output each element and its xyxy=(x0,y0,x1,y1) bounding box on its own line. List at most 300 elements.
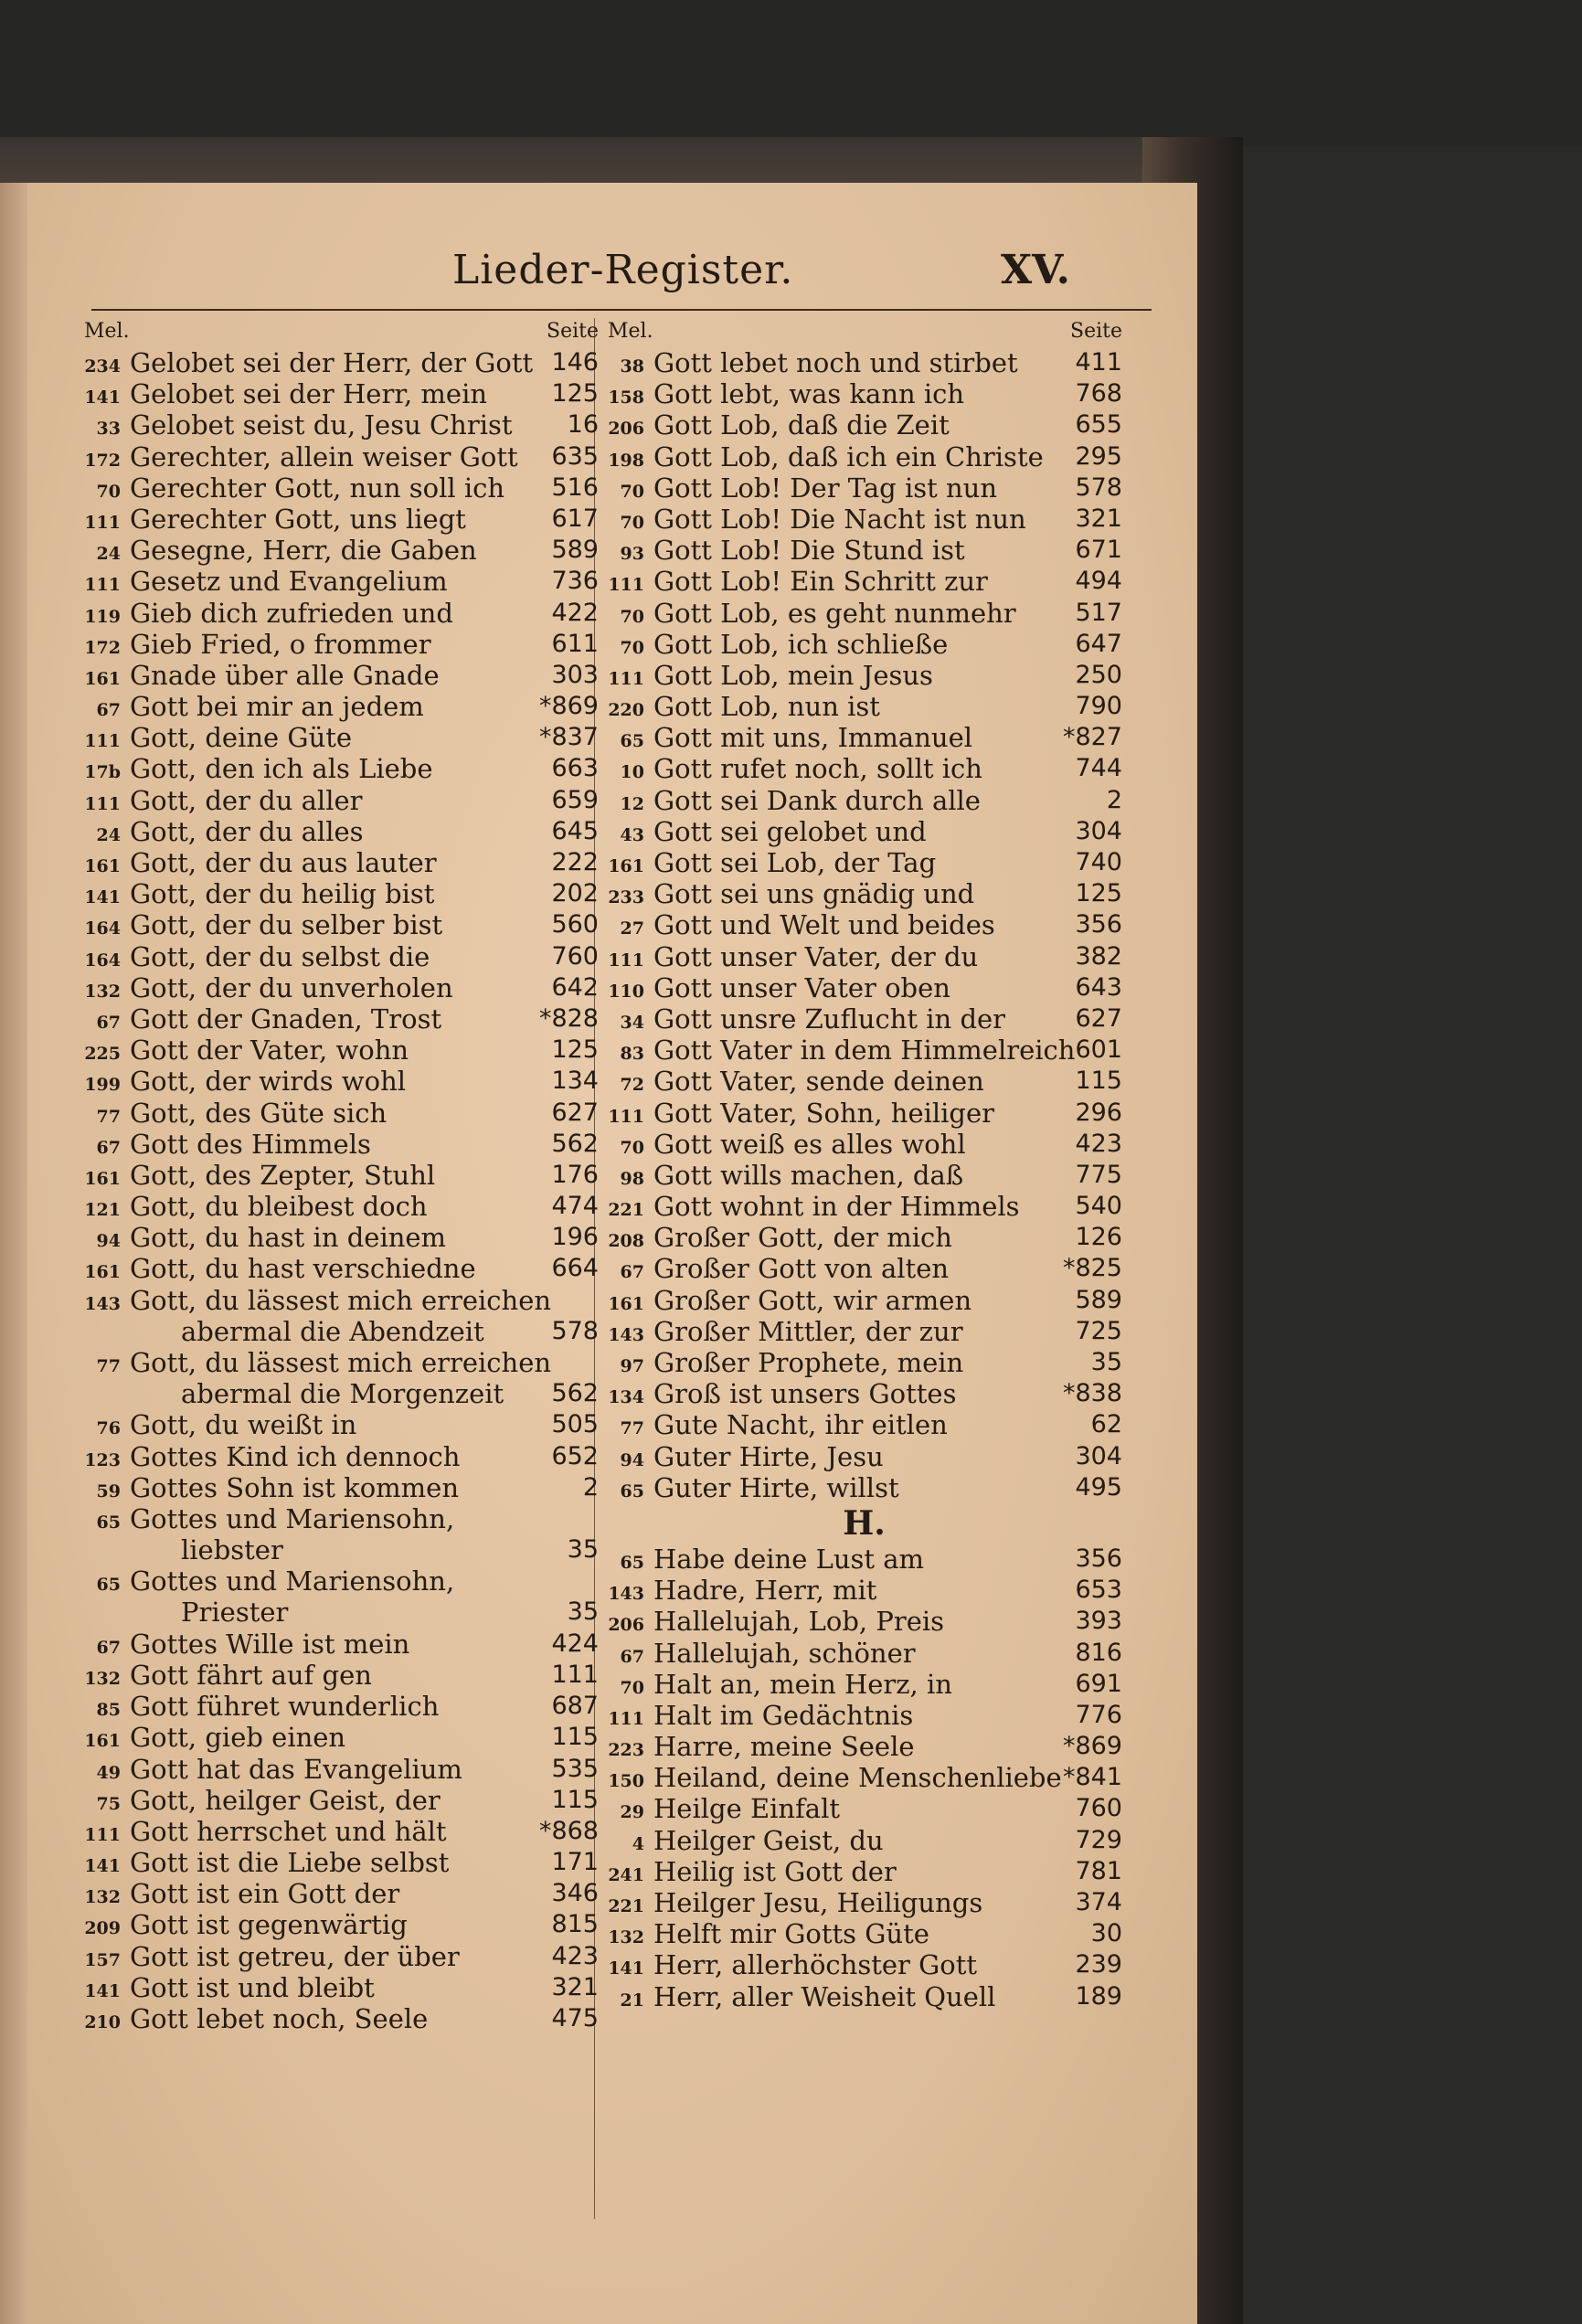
hymn-title: Gott ist ein Gott der xyxy=(130,1878,400,1910)
melody-number: 209 xyxy=(84,1918,121,1939)
right-column xyxy=(606,318,1122,2012)
hymn-title: Herr, allerhöchster Gott xyxy=(653,1949,978,1981)
register-entry xyxy=(606,441,1122,472)
page-reference: 35 xyxy=(1090,1348,1122,1376)
melody-number: 97 xyxy=(620,1356,644,1376)
register-entry xyxy=(82,1909,599,1940)
melody-number: 111 xyxy=(608,1106,644,1127)
hymn-title-continuation: liebster xyxy=(181,1533,283,1565)
section-letter-h: H. xyxy=(843,1503,886,1543)
register-entry xyxy=(606,691,1122,722)
melody-number: 132 xyxy=(84,981,121,1002)
hymn-title: Gott, den ich als Liebe xyxy=(130,753,433,785)
melody-number: 76 xyxy=(96,1418,121,1439)
melody-number: 161 xyxy=(608,1293,644,1314)
page-reference: 382 xyxy=(1075,941,1122,971)
page-reference: 775 xyxy=(1075,1160,1122,1189)
register-entry xyxy=(606,1066,1122,1097)
register-entry xyxy=(82,1722,599,1753)
hymn-title: Hallelujah, Lob, Preis xyxy=(653,1606,945,1638)
melody-number: 221 xyxy=(608,1200,644,1221)
hymn-title: Gott wills machen, daß xyxy=(653,1159,964,1191)
register-entry xyxy=(606,1638,1122,1669)
register-entry xyxy=(606,1378,1122,1409)
register-entry xyxy=(82,1785,599,1816)
melody-number: 67 xyxy=(96,1137,121,1158)
page-reference: 346 xyxy=(551,1879,599,1908)
hymn-title: Gott weiß es alles wohl xyxy=(653,1128,966,1160)
melody-number: 206 xyxy=(608,1615,644,1636)
hymn-title: Gott, des Güte sich xyxy=(130,1097,388,1129)
melody-number: 234 xyxy=(84,356,121,377)
page-reference: 495 xyxy=(1075,1472,1122,1502)
register-entry xyxy=(606,847,1122,878)
register-entry xyxy=(606,1700,1122,1731)
register-entry xyxy=(606,1887,1122,1918)
page-reference: 611 xyxy=(551,629,599,658)
page-reference: 494 xyxy=(1075,567,1122,596)
melody-number: 132 xyxy=(84,1887,121,1908)
melody-number: 143 xyxy=(84,1293,121,1314)
register-entry xyxy=(82,753,599,784)
hymn-title: Großer Gott, wir armen xyxy=(653,1284,972,1316)
hymn-title: Gott lebet noch und stirbet xyxy=(653,347,1018,378)
page-reference: 517 xyxy=(1075,598,1122,627)
page-reference: *838 xyxy=(1062,1379,1122,1408)
melody-number: 143 xyxy=(608,1584,644,1605)
melody-number: 70 xyxy=(620,606,644,627)
hymn-title: Gott, der wirds wohl xyxy=(130,1066,407,1098)
melody-number: 172 xyxy=(84,450,121,471)
register-entry xyxy=(606,1825,1122,1856)
page-reference: *828 xyxy=(538,1003,599,1033)
register-entry xyxy=(606,1981,1122,2012)
register-entry xyxy=(606,472,1122,504)
page-reference: 663 xyxy=(551,754,599,783)
page-reference: 815 xyxy=(551,1910,599,1939)
hymn-title: Gott hat das Evangelium xyxy=(130,1753,462,1785)
melody-number: 143 xyxy=(608,1324,644,1345)
melody-number: 33 xyxy=(96,419,121,440)
hymn-title: Heiland, deine Menschenliebe xyxy=(653,1762,1062,1794)
page-reference: *837 xyxy=(538,723,599,752)
melody-number: 111 xyxy=(84,512,121,533)
melody-number: 43 xyxy=(620,824,644,845)
melody-number: 59 xyxy=(96,1480,121,1502)
register-entry xyxy=(606,1606,1122,1637)
page-reference: 356 xyxy=(1075,1544,1122,1573)
hymn-title: Gott Vater, Sohn, heiliger xyxy=(653,1097,995,1129)
register-entry xyxy=(606,1949,1122,1980)
melody-number: 34 xyxy=(620,1012,644,1033)
register-entry xyxy=(82,847,599,878)
melody-number: 65 xyxy=(620,1552,644,1573)
page-reference: 760 xyxy=(1075,1794,1122,1823)
hymn-title: Gott unsre Zuflucht in der xyxy=(653,1003,1006,1035)
page-reference: 374 xyxy=(1075,1888,1122,1916)
hymn-title: Gott, der du unverholen xyxy=(130,971,453,1003)
page-reference: 296 xyxy=(1075,1098,1122,1127)
register-entry xyxy=(82,409,599,440)
melody-number: 161 xyxy=(84,1168,121,1189)
page-reference: 642 xyxy=(551,972,599,1002)
hymn-title: Gott mit uns, Immanuel xyxy=(653,722,973,754)
page-reference: 126 xyxy=(1075,1223,1122,1252)
melody-number: 4 xyxy=(632,1833,644,1854)
page-reference: 423 xyxy=(1075,1129,1122,1158)
right-section-entry-list xyxy=(606,1544,1122,2012)
register-entry xyxy=(606,941,1122,972)
register-entry xyxy=(82,1816,599,1847)
hymn-title: Großer Gott, der mich xyxy=(653,1222,952,1254)
hymn-title: Gott, der du aller xyxy=(130,784,363,816)
hymn-title: Gott Lob! Ein Schritt zur xyxy=(653,566,988,598)
melody-number: 12 xyxy=(620,793,644,814)
hymn-title: Gott Lob! Der Tag ist nun xyxy=(653,472,998,504)
melody-number: 111 xyxy=(608,1708,644,1729)
register-entry xyxy=(606,566,1122,597)
register-entry xyxy=(606,1347,1122,1378)
hymn-title: Heilger Jesu, Heiligungs xyxy=(653,1887,983,1918)
melody-number: 75 xyxy=(96,1793,121,1814)
register-entry xyxy=(82,1847,599,1878)
page-reference: 664 xyxy=(551,1254,599,1283)
page-reference: *841 xyxy=(1062,1763,1122,1792)
page-reference: 535 xyxy=(551,1754,599,1783)
page-reference: 411 xyxy=(1075,348,1122,377)
register-entry xyxy=(82,1098,599,1129)
hymn-title: Gott, der du selber bist xyxy=(130,909,443,941)
melody-number: 132 xyxy=(84,1668,121,1689)
register-entry xyxy=(606,1472,1122,1503)
page-reference: 516 xyxy=(551,472,599,502)
hymn-title: Großer Gott von alten xyxy=(653,1253,950,1285)
hymn-title: Gottes und Mariensohn, xyxy=(130,1502,455,1534)
melody-number: 70 xyxy=(620,1677,644,1698)
melody-number: 65 xyxy=(96,1575,121,1596)
melody-number: 70 xyxy=(96,481,121,502)
page-reference: 115 xyxy=(551,1723,599,1752)
hymn-title: Gerechter Gott, uns liegt xyxy=(130,503,466,535)
mel-label: Mel. xyxy=(608,320,653,343)
page-reference: 560 xyxy=(551,910,599,939)
hymn-title: Gott, deine Güte xyxy=(130,722,353,754)
hymn-title: Gott herrschet und hält xyxy=(130,1815,447,1847)
register-page xyxy=(27,183,1197,2324)
register-entry xyxy=(82,1878,599,1909)
register-entry xyxy=(82,941,599,972)
melody-number: 111 xyxy=(84,731,121,752)
melody-number: 65 xyxy=(620,731,644,752)
page-reference: 643 xyxy=(1075,972,1122,1002)
melody-number: 121 xyxy=(84,1200,121,1221)
register-entry xyxy=(606,1098,1122,1129)
melody-number: 161 xyxy=(84,856,121,876)
melody-number: 17b xyxy=(84,762,121,783)
register-entry xyxy=(82,878,599,909)
page-reference: *868 xyxy=(538,1816,599,1845)
page-reference: 295 xyxy=(1075,441,1122,471)
register-entry xyxy=(82,1565,599,1628)
register-entry xyxy=(606,1575,1122,1606)
melody-number: 150 xyxy=(608,1771,644,1792)
register-entry xyxy=(606,1409,1122,1440)
hymn-title: Gott Lob, ich schließe xyxy=(653,628,949,660)
hymn-title: Gelobet seist du, Jesu Christ xyxy=(130,409,513,441)
melody-number: 94 xyxy=(620,1449,644,1470)
hymn-title: Gottes und Mariensohn, xyxy=(130,1565,455,1597)
hymn-title: Guter Hirte, Jesu xyxy=(653,1440,884,1472)
hymn-title: Gute Nacht, ihr eitlen xyxy=(653,1409,948,1441)
hymn-title: Gott ist die Liebe selbst xyxy=(130,1847,450,1879)
melody-number: 111 xyxy=(84,793,121,814)
page-reference: 635 xyxy=(551,441,599,471)
register-entry xyxy=(82,722,599,753)
melody-number: 123 xyxy=(84,1449,121,1470)
page-reference: 578 xyxy=(1075,472,1122,502)
register-entry xyxy=(606,878,1122,909)
hymn-title: Heilig ist Gott der xyxy=(653,1855,897,1887)
hymn-title: Gott Vater in dem Himmelreich xyxy=(653,1035,1076,1066)
melody-number: 93 xyxy=(620,544,644,565)
page-reference: 627 xyxy=(551,1098,599,1127)
hymn-title: Heilger Geist, du xyxy=(653,1824,884,1856)
register-entry xyxy=(82,972,599,1003)
melody-number: 132 xyxy=(608,1927,644,1948)
register-entry xyxy=(82,1003,599,1035)
hymn-title: Großer Prophete, mein xyxy=(653,1347,964,1378)
melody-number: 111 xyxy=(84,575,121,596)
melody-number: 111 xyxy=(84,1824,121,1845)
register-entry xyxy=(82,441,599,472)
hymn-title: Hadre, Herr, mit xyxy=(653,1575,877,1607)
register-entry xyxy=(82,1347,599,1409)
melody-number: 65 xyxy=(96,1512,121,1533)
melody-number: 198 xyxy=(608,450,644,471)
melody-number: 67 xyxy=(620,1646,644,1667)
left-entry-list xyxy=(82,347,599,2034)
register-entry xyxy=(606,347,1122,378)
register-entry xyxy=(82,347,599,378)
melody-number: 67 xyxy=(96,1637,121,1658)
page-reference: 35 xyxy=(567,1597,599,1627)
page-reference: *827 xyxy=(1062,723,1122,752)
hymn-title: Gesetz und Evangelium xyxy=(130,566,448,598)
melody-number: 10 xyxy=(620,762,644,783)
hymn-title: Gnade über alle Gnade xyxy=(130,659,440,691)
hymn-title: Gott wohnt in der Himmels xyxy=(653,1191,1020,1223)
hymn-title: Gott der Gnaden, Trost xyxy=(130,1003,442,1035)
register-entry xyxy=(82,1066,599,1097)
hymn-title: Gott sei Lob, der Tag xyxy=(653,847,937,878)
hymn-title: Gott Lob! Die Stund ist xyxy=(653,535,965,567)
page-reference: 422 xyxy=(551,598,599,627)
register-entry xyxy=(82,629,599,660)
hymn-title: Gott des Himmels xyxy=(130,1128,371,1160)
melody-number: 70 xyxy=(620,512,644,533)
melody-number: 233 xyxy=(608,887,644,908)
register-entry xyxy=(82,504,599,535)
melody-number: 134 xyxy=(608,1387,644,1408)
page-reference: 725 xyxy=(1075,1316,1122,1345)
melody-number: 77 xyxy=(96,1106,121,1127)
page-reference: 729 xyxy=(1075,1825,1122,1854)
register-entry xyxy=(606,722,1122,753)
page-reference: 627 xyxy=(1075,1003,1122,1033)
melody-number: 111 xyxy=(608,950,644,971)
register-entry xyxy=(606,1918,1122,1949)
register-entry xyxy=(82,1035,599,1066)
hymn-title: Gott Lob, es geht nunmehr xyxy=(653,597,1016,629)
register-entry xyxy=(82,1129,599,1160)
page-reference: 125 xyxy=(1075,879,1122,908)
background-top xyxy=(0,0,1582,146)
register-entry xyxy=(606,816,1122,847)
melody-number: 67 xyxy=(96,1012,121,1033)
hymn-title: Gott Lob, mein Jesus xyxy=(653,659,933,691)
melody-number: 70 xyxy=(620,481,644,502)
page-reference: 647 xyxy=(1075,629,1122,658)
page-reference: 424 xyxy=(551,1629,599,1658)
page-reference: 125 xyxy=(551,379,599,409)
hymn-title: Heilge Einfalt xyxy=(653,1793,841,1825)
melody-number: 38 xyxy=(620,356,644,377)
hymn-title: Groß ist unsers Gottes xyxy=(653,1378,957,1410)
hymn-title: Gerechter, allein weiser Gott xyxy=(130,440,518,472)
melody-number: 72 xyxy=(620,1075,644,1096)
page-reference: 691 xyxy=(1075,1669,1122,1698)
register-entry xyxy=(82,660,599,691)
melody-number: 77 xyxy=(96,1356,121,1377)
hymn-title: Gieb Fried, o frommer xyxy=(130,628,431,660)
register-entry xyxy=(82,1754,599,1785)
mel-label: Mel. xyxy=(84,320,130,343)
melody-number: 161 xyxy=(84,668,121,689)
page-reference: 740 xyxy=(1075,848,1122,876)
register-entry xyxy=(606,1222,1122,1253)
hymn-title: Gott sei gelobet und xyxy=(653,815,927,847)
page-reference: 423 xyxy=(551,1941,599,1970)
register-entry xyxy=(606,1191,1122,1222)
hymn-title: Gott unser Vater, der du xyxy=(653,940,979,972)
hymn-title: Harre, meine Seele xyxy=(653,1731,915,1763)
page-reference: 222 xyxy=(551,848,599,876)
register-entry xyxy=(606,972,1122,1003)
page-reference: 653 xyxy=(1075,1576,1122,1605)
page-number: XV. xyxy=(1001,247,1070,293)
register-entry xyxy=(606,598,1122,629)
hymn-title: Gott der Vater, wohn xyxy=(130,1035,409,1066)
hymn-title: Gott Lob! Die Nacht ist nun xyxy=(653,503,1026,535)
register-entry xyxy=(606,1160,1122,1191)
melody-number: 158 xyxy=(608,387,644,409)
page-reference: 304 xyxy=(1075,816,1122,845)
right-entry-list xyxy=(606,347,1122,1503)
melody-number: 141 xyxy=(84,387,121,409)
melody-number: 65 xyxy=(620,1480,644,1502)
register-entry xyxy=(82,785,599,816)
hymn-title: Gottes Kind ich dennoch xyxy=(130,1440,461,1472)
melody-number: 49 xyxy=(96,1762,121,1783)
register-entry xyxy=(82,1409,599,1440)
register-entry xyxy=(606,1253,1122,1284)
hymn-title: Hallelujah, schöner xyxy=(653,1637,916,1669)
register-entry xyxy=(606,1731,1122,1762)
seite-label: Seite xyxy=(547,320,599,343)
melody-number: 24 xyxy=(96,544,121,565)
page-reference: 578 xyxy=(551,1316,599,1345)
melody-number: 110 xyxy=(608,981,644,1002)
melody-number: 111 xyxy=(608,575,644,596)
register-entry xyxy=(606,1035,1122,1066)
page-reference: 16 xyxy=(567,410,599,440)
hymn-title: Gott sei Dank durch alle xyxy=(653,784,981,816)
register-entry xyxy=(606,1285,1122,1316)
melody-number: 172 xyxy=(84,637,121,658)
page-reference: 2 xyxy=(1106,785,1122,814)
register-entry xyxy=(606,1669,1122,1700)
hymn-title: Gott, des Zepter, Stuhl xyxy=(130,1159,436,1191)
page-reference: 781 xyxy=(1075,1856,1122,1885)
register-entry xyxy=(82,1441,599,1472)
register-entry xyxy=(82,472,599,504)
register-entry xyxy=(606,1544,1122,1575)
hymn-title: Gott Lob, daß die Zeit xyxy=(653,409,950,441)
hymn-title: Habe deine Lust am xyxy=(653,1543,925,1575)
register-entry xyxy=(606,660,1122,691)
melody-number: 221 xyxy=(608,1896,644,1916)
page-reference: 111 xyxy=(551,1660,599,1689)
left-column-header xyxy=(82,318,599,347)
melody-number: 164 xyxy=(84,918,121,939)
page-reference: 671 xyxy=(1075,536,1122,565)
hymn-title-continuation: abermal die Morgenzeit xyxy=(181,1378,504,1410)
hymn-title: Gott, heilger Geist, der xyxy=(130,1784,441,1816)
page-reference: 589 xyxy=(551,536,599,565)
melody-number: 21 xyxy=(620,1990,644,2011)
register-entry xyxy=(82,816,599,847)
register-entry xyxy=(606,1003,1122,1035)
register-entry xyxy=(606,378,1122,409)
hymn-title: Gott, der du alles xyxy=(130,815,364,847)
register-entry xyxy=(606,1129,1122,1160)
register-entry xyxy=(82,909,599,940)
melody-number: 119 xyxy=(84,606,121,627)
page-reference: 321 xyxy=(551,1972,599,2001)
register-entry xyxy=(82,598,599,629)
page-reference: 176 xyxy=(551,1160,599,1189)
melody-number: 27 xyxy=(620,918,644,939)
hymn-title: Helft mir Gotts Güte xyxy=(653,1918,929,1950)
header-rule xyxy=(91,309,1152,311)
page-reference: 652 xyxy=(551,1441,599,1470)
register-entry xyxy=(82,1972,599,2003)
register-entry xyxy=(82,378,599,409)
melody-number: 111 xyxy=(608,668,644,689)
hymn-title: Gott, gieb einen xyxy=(130,1722,346,1754)
register-entry xyxy=(606,753,1122,784)
melody-number: 70 xyxy=(620,1137,644,1158)
hymn-title: Großer Mittler, der zur xyxy=(653,1315,963,1347)
hymn-title: Gott, der du heilig bist xyxy=(130,878,435,910)
register-entry xyxy=(606,785,1122,816)
melody-number: 141 xyxy=(84,1980,121,2001)
register-entry xyxy=(82,1253,599,1284)
hymn-title: Gott, du hast in deinem xyxy=(130,1222,447,1254)
page-reference: 115 xyxy=(551,1785,599,1814)
register-entry xyxy=(82,1160,599,1191)
register-entry xyxy=(606,1856,1122,1887)
